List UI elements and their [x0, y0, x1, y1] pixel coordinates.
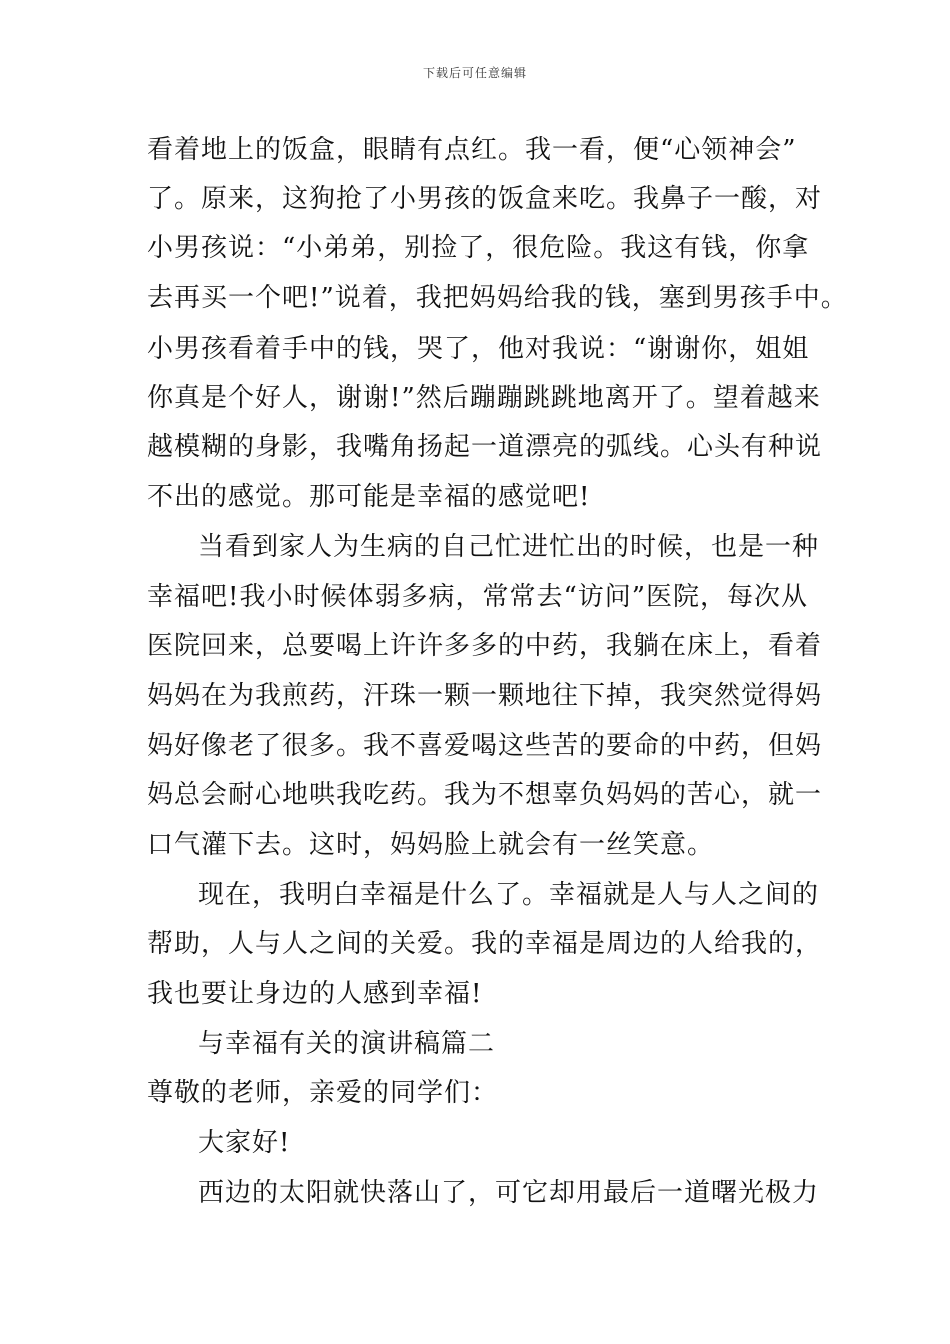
- text-line-15: 口气灌下去。这时，妈妈脸上就会有一丝笑意。: [147, 830, 715, 860]
- text-line-10: 幸福吧!我小时候体弱多病，常常去“访问”医院，每次从: [147, 582, 809, 612]
- text-line-13: 妈好像老了很多。我不喜爱喝这些苦的要命的中药，但妈: [147, 731, 823, 761]
- text-line-1: 看着地上的饭盒，眼睛有点红。我一看，便“心领神会”: [147, 135, 797, 165]
- text-line-18: 我也要让身边的人感到幸福!: [147, 979, 483, 1009]
- paragraph-start-line: 现在，我明白幸福是什么了。幸福就是人与人之间的: [198, 880, 820, 910]
- salutation-line: 尊敬的老师，亲爱的同学们：: [147, 1078, 499, 1108]
- text-line-14: 妈总会耐心地哄我吃药。我为不想辜负妈妈的苦心，就一: [147, 780, 823, 810]
- text-line-3: 小男孩说：“小弟弟，别捡了，很危险。我这有钱，你拿: [147, 233, 810, 263]
- text-line-11: 医院回来，总要喝上许许多多的中药，我躺在床上，看着: [147, 631, 823, 661]
- text-line-7: 越模糊的身影，我嘴角扬起一道漂亮的弧线。心头有种说: [147, 432, 823, 462]
- section-title: 与幸福有关的演讲稿篇二: [198, 1029, 496, 1059]
- text-line-2: 了。原来，这狗抢了小男孩的饭盒来吃。我鼻子一酸，对: [147, 184, 823, 214]
- text-line-5: 小男孩看着手中的钱，哭了，他对我说：“谢谢你，姐姐: [147, 334, 810, 364]
- text-line-12: 妈妈在为我煎药，汗珠一颗一颗地往下掉，我突然觉得妈: [147, 681, 823, 711]
- text-line-17: 帮助，人与人之间的关爱。我的幸福是周边的人给我的，: [147, 929, 823, 959]
- text-line-8: 不出的感觉。那可能是幸福的感觉吧!: [147, 482, 591, 512]
- text-line-4: 去再买一个吧!”说着，我把妈妈给我的钱，塞到男孩手中。: [147, 283, 848, 313]
- text-line-6: 你真是个好人，谢谢!”然后蹦蹦跳跳地离开了。望着越来: [147, 383, 821, 413]
- paragraph-start-line: 西边的太阳就快落山了，可它却用最后一道曙光极力: [198, 1178, 820, 1208]
- page-header: 下载后可任意编辑: [422, 66, 527, 80]
- paragraph-start-line: 当看到家人为生病的自己忙进忙出的时候，也是一种: [198, 532, 820, 562]
- greeting-line: 大家好!: [198, 1128, 291, 1158]
